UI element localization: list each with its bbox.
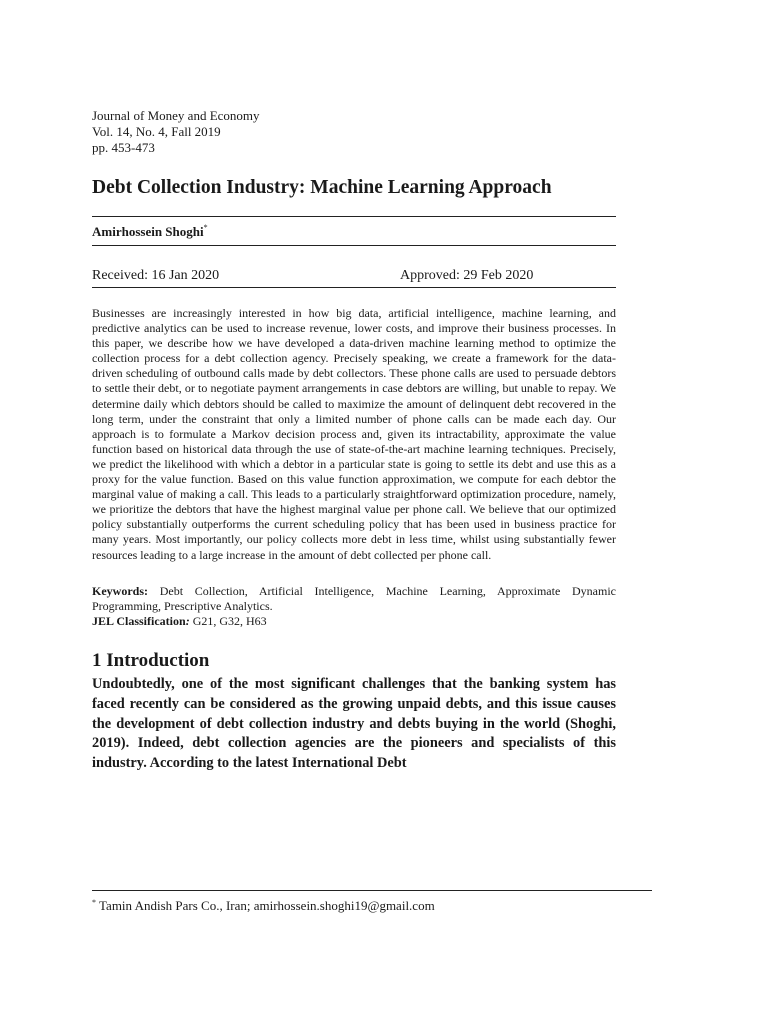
author-footnote-mark: * xyxy=(203,223,208,232)
title-divider xyxy=(92,216,616,217)
dates-divider xyxy=(92,287,616,288)
journal-pages: pp. 453-473 xyxy=(92,140,155,155)
footnote-text: Tamin Andish Pars Co., Iran; amirhossein.shoghi19@gmail.com xyxy=(96,898,435,913)
author-name: Amirhossein Shoghi xyxy=(92,224,204,239)
keywords-block xyxy=(92,584,616,630)
keywords-label: Keywords: xyxy=(92,583,148,598)
journal-volume: Vol. 14, No. 4, Fall 2019 xyxy=(92,124,221,139)
jel-text: G21, G32, H63 xyxy=(189,614,267,629)
introduction-paragraph: Undoubtedly, one of the most significant challenges that the banking system has faced recently can be considered as the growing unpaid debts, and this issue causes the development of debt collection industry and debts buying in the world (Shoghi, 2019). Indeed, debt collection agencies are the pioneers and specialists of this industry. According to the latest International Debt xyxy=(92,676,616,771)
jel-line xyxy=(92,614,616,629)
author-divider xyxy=(92,245,616,246)
footnote-mark: * xyxy=(92,898,96,907)
paper-title: Debt Collection Industry: Machine Learning Approach xyxy=(92,177,552,198)
introduction-heading: 1 Introduction xyxy=(92,650,210,672)
journal-info xyxy=(92,108,616,156)
jel-colon: : xyxy=(185,614,190,629)
jel-label: JEL Classification xyxy=(92,614,186,629)
footnote-divider xyxy=(92,890,652,891)
footnote xyxy=(92,898,435,914)
approved-date: Approved: 29 Feb 2020 xyxy=(400,268,534,283)
keywords-text: Debt Collection, Artificial Intelligence, Machine Learning, Approximate Dynamic Programming, Prescriptive Analytics. xyxy=(92,583,616,613)
abstract: Businesses are increasingly interested in how big data, artificial intelligence, machine learning, and predictive analytics can be used to increase revenue, lower costs, and improve their business processes. In this paper, we describe how we have developed a data-driven machine learning method to optimize the collection process for a debt collection agency. Precisely speaking, we create a framework for the data-driven scheduling of outbound calls made by debt collectors. These phone calls are used to persuade debtors to settle their debt, or to negotiate payment arrangements in case debtors are willing, but unable to repay. We determine daily which debtors should be called to maximize the amount of delinquent debt recovered in the long term, under the constraint that only a limited number of phone calls can be made each day. Our approach is to formulate a Markov decision process and, given its intractability, approximate the value function based on historical data through the use of state-of-the-art machine learning techniques. Precisely, we predict the likelihood with which a debtor in a particular state is going to settle its debt and use this as a proxy for the value function. Based on this value function approximation, we compute for each debtor the marginal value of making a call. This leads to a particularly straightforward optimization procedure, namely, we prioritize the debtors that have the highest marginal value per phone call. We believe that our optimized policy substantially outperforms the current scheduling policy that has been used in business practice for many years. Most importantly, our policy collects more debt in less time, whilst using substantially fewer resources leading to a large increase in the amount of debt collected per phone call. xyxy=(92,306,616,562)
received-date: Received: 16 Jan 2020 xyxy=(92,268,220,283)
keywords-line xyxy=(92,584,616,615)
paper-page xyxy=(92,108,616,773)
dates-line xyxy=(92,267,616,285)
journal-name: Journal of Money and Economy xyxy=(92,108,260,123)
author-line xyxy=(92,223,616,245)
